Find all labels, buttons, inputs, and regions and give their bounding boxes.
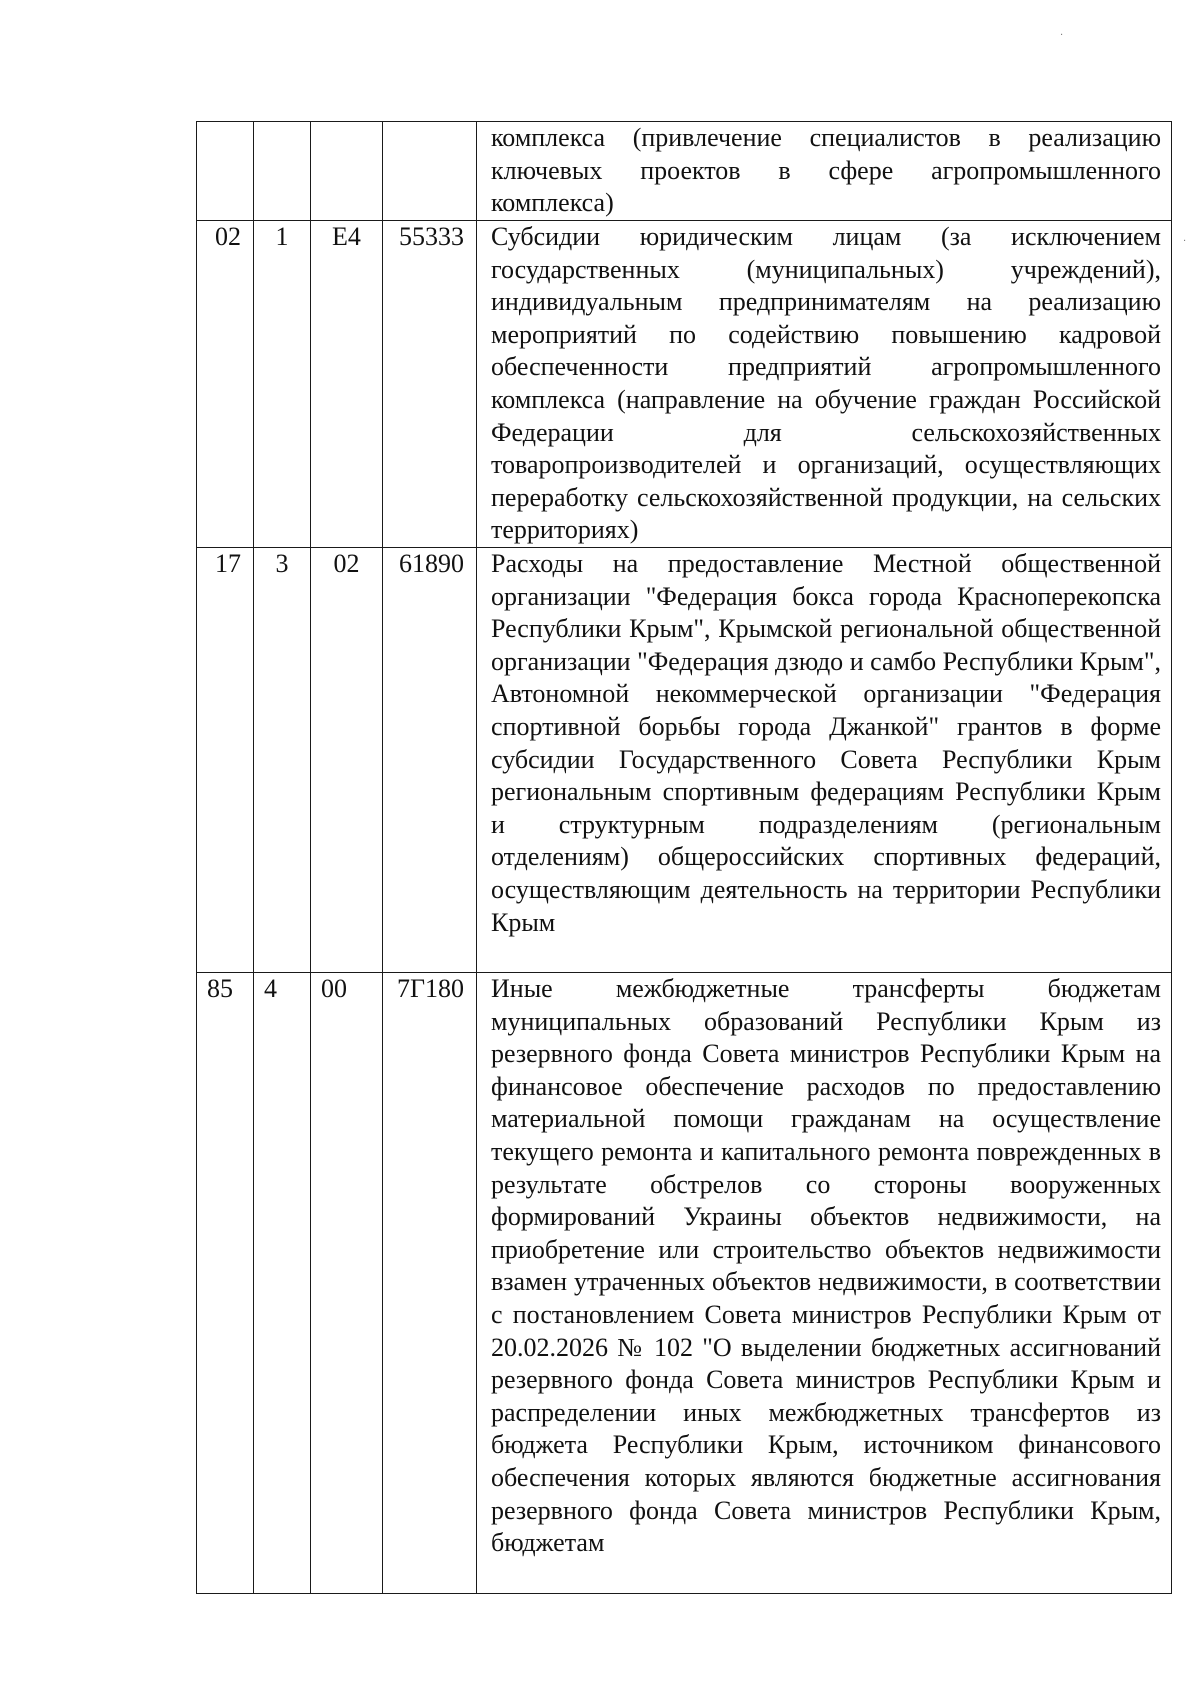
description-cell <box>477 548 1172 973</box>
code-direction-cell: 7Г180 <box>383 973 477 1594</box>
code-program-cell: 17 <box>197 548 254 973</box>
description-cell <box>477 122 1172 221</box>
code-subprogram-cell <box>254 122 311 221</box>
table-row <box>197 122 1172 221</box>
scan-speck: · <box>1060 30 1064 41</box>
description-text: Иные межбюджетные трансферты бюджетам муниципальных образований Республики Крым из резервного фонда Совета министров Республики Крым на финансовое обеспечение расходов по предоставлению материальной помощи гражданам на осуществление текущего ремонта и капитального ремонта поврежденных в результате обстрелов со стороны вооруженных формирований Украины объектов недвижимости, на приобретение или строительство объектов недвижимости взамен утраченных объектов недвижимости, в соответствии с постановлением Совета министров Республики Крым от 20.02.2026 № 102 "О выделении бюджетных ассигнований резервного фонда Совета министров Республики Крым и распределении иных межбюджетных трансфертов из бюджета Республики Крым, источником финансового обеспечения которых являются бюджетные ассигнования резервного фонда Совета министров Республики Крым, бюджетам <box>491 974 1161 1558</box>
code-subprogram-cell: 4 <box>254 973 311 1594</box>
description-cell <box>477 221 1172 548</box>
description-text: Расходы на предоставление Местной общественной организации "Федерация бокса города Красноперекопска Республики Крым", Крымской региональной общественной организации "Федерация дзюдо и самбо Республики Крым", Автономной некоммерческой организации "Федерация спортивной борьбы города Джанкой" грантов в форме субсидии Государственного Совета Республики Крым региональным спортивным федерациям Республики Крым и структурным подразделениям (региональным отделениям) общероссийских спортивных федераций, осуществляющим деятельность на территории Республики Крым <box>491 549 1161 937</box>
table-row <box>197 221 1172 548</box>
scan-speck: · <box>1183 236 1187 247</box>
code-program-cell <box>197 122 254 221</box>
table-row <box>197 973 1172 1594</box>
description-text: комплекса (привлечение специалистов в реализацию ключевых проектов в сфере агропромышленного комплекса) <box>491 123 1161 218</box>
code-direction-cell: 55333 <box>383 221 477 548</box>
code-program-cell: 85 <box>197 973 254 1594</box>
code-direction-cell <box>383 122 477 221</box>
code-program-cell: 02 <box>197 221 254 548</box>
code-structure-cell: 00 <box>311 973 383 1594</box>
budget-classification-table <box>196 121 1172 1594</box>
description-cell <box>477 973 1172 1594</box>
code-direction-cell: 61890 <box>383 548 477 973</box>
code-structure-cell: Е4 <box>311 221 383 548</box>
code-subprogram-cell: 3 <box>254 548 311 973</box>
code-structure-cell: 02 <box>311 548 383 973</box>
table-row <box>197 548 1172 973</box>
description-text: Субсидии юридическим лицам (за исключением государственных (муниципальных) учреждений), индивидуальным предпринимателям на реализацию мероприятий по содействию повышению кадровой обеспеченности предприятий агропромышленного комплекса (направление на обучение граждан Российской Федерации для сельскохозяйственных товаропроизводителей и организаций, осуществляющих переработку сельскохозяйственной продукции, на сельских территориях) <box>491 222 1161 545</box>
code-structure-cell <box>311 122 383 221</box>
code-subprogram-cell: 1 <box>254 221 311 548</box>
